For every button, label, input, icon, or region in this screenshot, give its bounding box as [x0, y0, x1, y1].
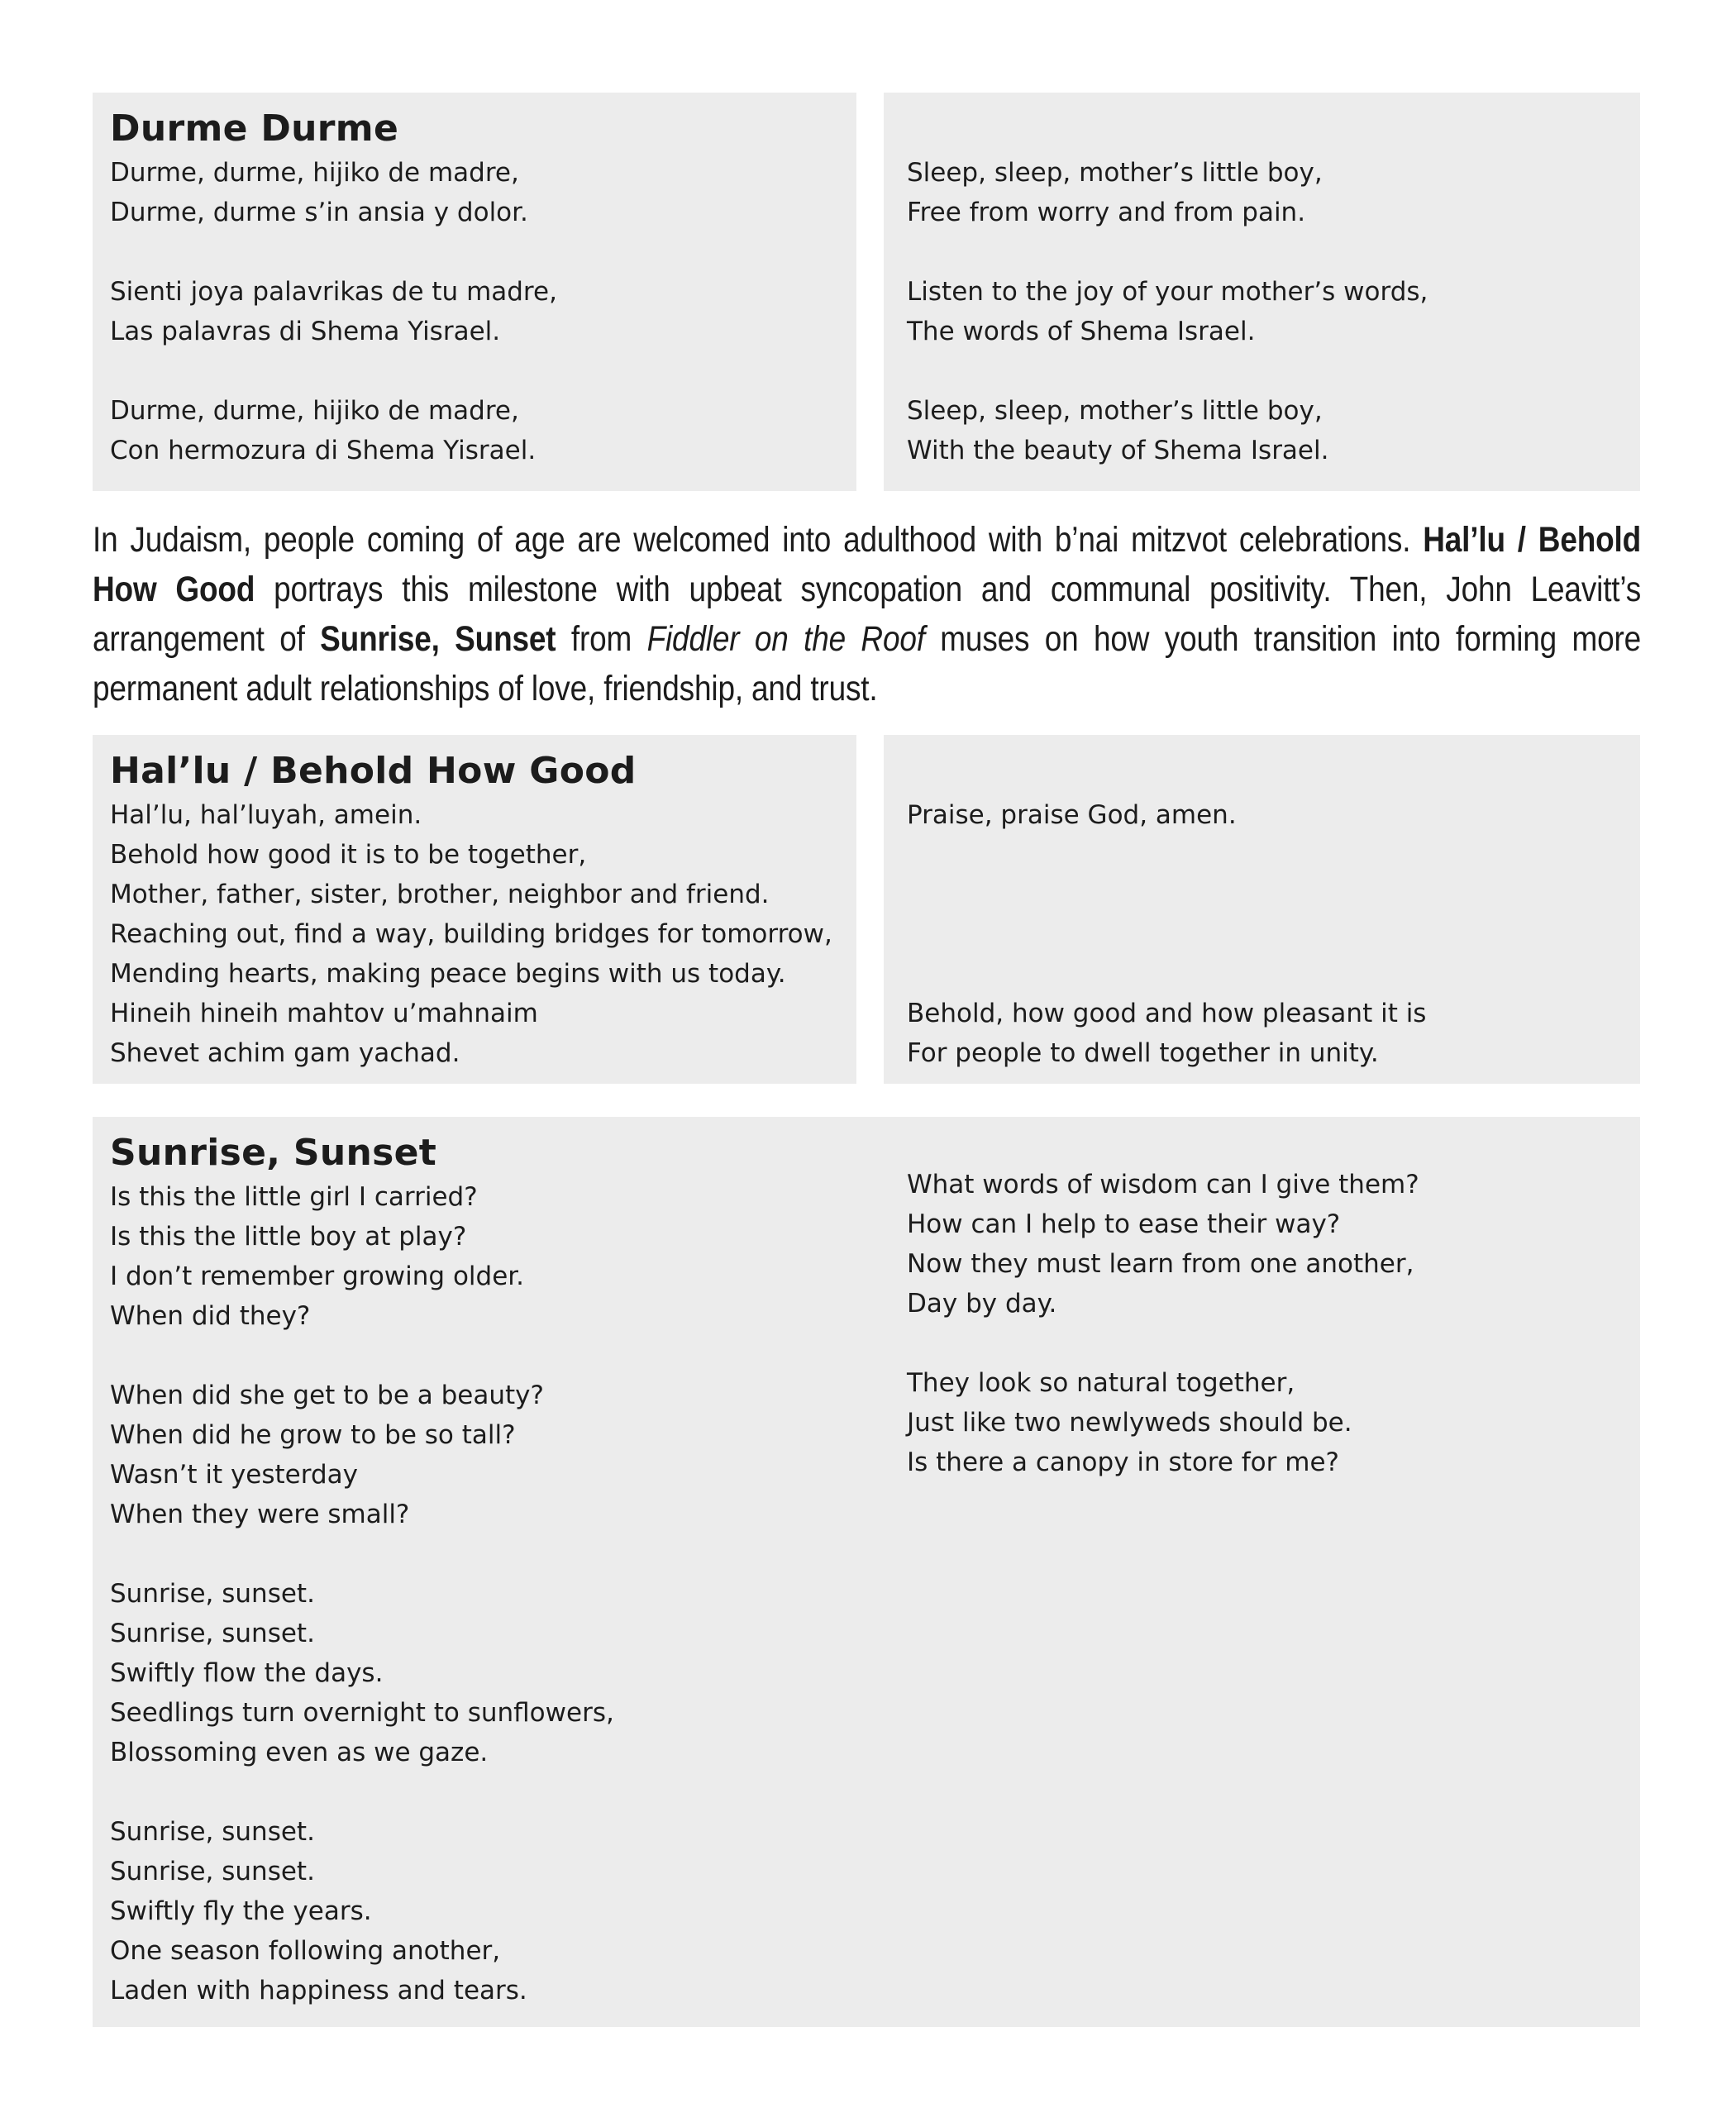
- intro-song-sunrise: Sunrise, Sunset: [320, 619, 556, 659]
- durme-translation-lyrics: Sleep, sleep, mother’s little boy, Free from worry and from pain. Listen to the joy of your mother’s words, The words of Shema Israel. Sleep, sleep, mother’s little boy, With the beauty of Shema Israel.: [907, 158, 1428, 465]
- intro-part3: from: [556, 619, 647, 659]
- sunrise-box: [93, 1117, 1640, 2027]
- intro-part1: In Judaism, people coming of age are welcomed into adulthood with b’nai mitzvot celebrations.: [93, 520, 1424, 560]
- intro-part4: muses on how youth transition into forming more permanent adult relationships of love, friendship, and trust.: [93, 619, 1642, 708]
- sunrise-title: Sunrise, Sunset: [110, 1132, 437, 1174]
- intro-musical: Fiddler on the Roof: [646, 619, 925, 659]
- hallu-original-box: [93, 735, 856, 1084]
- durme-original-box: [93, 93, 856, 491]
- hallu-translation-top: Praise, praise God, amen.: [907, 800, 1237, 830]
- intro-paragraph: [93, 515, 1641, 713]
- hallu-title: Hal’lu / Behold How Good: [110, 750, 637, 792]
- hallu-translation-box: [884, 735, 1640, 1084]
- durme-original-lyrics: Durme, durme, hijiko de madre, Durme, durme s’in ansia y dolor. Sienti joya palavrikas de tu madre, Las palavras di Shema Yisrael. Durme, durme, hijiko de madre, Con hermozura di Shema Yisrael.: [110, 158, 557, 465]
- intro-part2: portrays this milestone with upbeat syncopation and communal positivity. Then, John Leavitt’s arrangement of: [93, 570, 1642, 659]
- durme-title: Durme Durme: [110, 107, 399, 150]
- hallu-translation-bottom: Behold, how good and how pleasant it is For people to dwell together in unity.: [907, 999, 1427, 1068]
- intro-song-hallu: Hal’lu / Behold How Good: [93, 520, 1642, 609]
- durme-translation-box: [884, 93, 1640, 491]
- sunrise-left-lyrics: Is this the little girl I carried? Is this the little boy at play? I don’t remember growing older. When did they? When did she get to be a beauty? When did he grow to be so tall? Wasn’t it yesterday When they were small? Sunrise, sunset. Sunrise, sunset. Swiftly flow the days. Seedlings turn overnight to sunflowers, Blossoming even as we gaze. Sunrise, sunset. Sunrise, sunset. Swiftly fly the years. One season following another, Laden with happiness and tears.: [110, 1182, 614, 2005]
- hallu-original-lyrics: Hal’lu, hal’luyah, amein. Behold how good it is to be together, Mother, father, sister, brother, neighbor and friend. Reaching out, find a way, building bridges for tomorrow, Mending hearts, making peace begins with us today. Hineih hineih mahtov u’mahnaim Shevet achim gam yachad.: [110, 800, 832, 1068]
- sunrise-right-lyrics: What words of wisdom can I give them? How can I help to ease their way? Now they must learn from one another, Day by day. They look so natural together, Just like two newlyweds should be. Is there a canopy in store for me?: [907, 1170, 1419, 1477]
